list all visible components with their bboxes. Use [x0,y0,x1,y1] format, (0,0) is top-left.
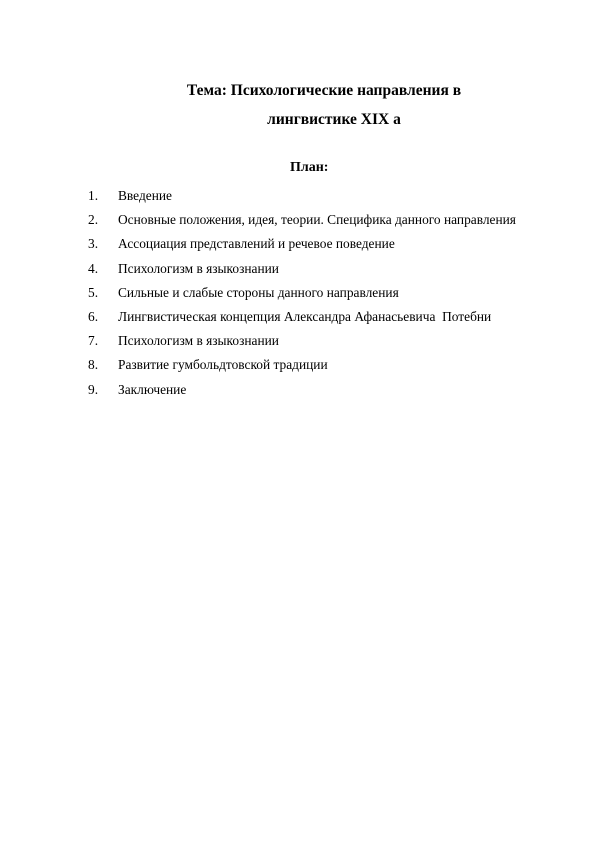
plan-item-number: 5. [88,284,99,300]
plan-item-4 [88,257,516,281]
plan-item-number: 8. [88,357,99,373]
plan-item-text: Психологизм в языкознании [118,333,279,349]
plan-item-text: Лингвистическая концепция Александра Афанасьевича Потебни [118,309,492,325]
plan-item-1 [88,184,516,208]
plan-item-text: Заключение [118,381,187,397]
plan-item-text: Ассоциация представлений и речевое поведение [118,236,395,252]
plan-item-number: 9. [88,381,99,397]
plan-list [88,184,516,402]
plan-item-number: 1. [88,188,99,203]
plan-item-5 [88,281,516,305]
plan-item-text: Сильные и слабые стороны данного направления [118,284,399,300]
plan-item-number: 7. [88,333,99,349]
plan-item-2 [88,208,516,232]
plan-item-number: 3. [88,236,99,252]
plan-item-9 [88,378,516,402]
topic-title-line-1: Тема: Психологические направления в [186,82,462,99]
topic-title-line-2: лингвистике XIX а [267,111,401,128]
plan-item-7 [88,329,516,353]
plan-item-number: 4. [88,260,99,276]
plan-item-text: Введение [118,188,172,203]
plan-item-number: 2. [88,212,99,228]
plan-heading: План: [290,160,329,175]
plan-item-number: 6. [88,309,99,325]
plan-item-text: Психологизм в языкознании [118,260,279,276]
plan-item-text: Развитие гумбольдтовской традиции [118,357,328,373]
plan-item-8 [88,353,516,377]
plan-item-text: Основные положения, идея, теории. Специфика данного направления [118,212,516,228]
plan-item-6 [88,305,516,329]
plan-item-3 [88,232,516,256]
